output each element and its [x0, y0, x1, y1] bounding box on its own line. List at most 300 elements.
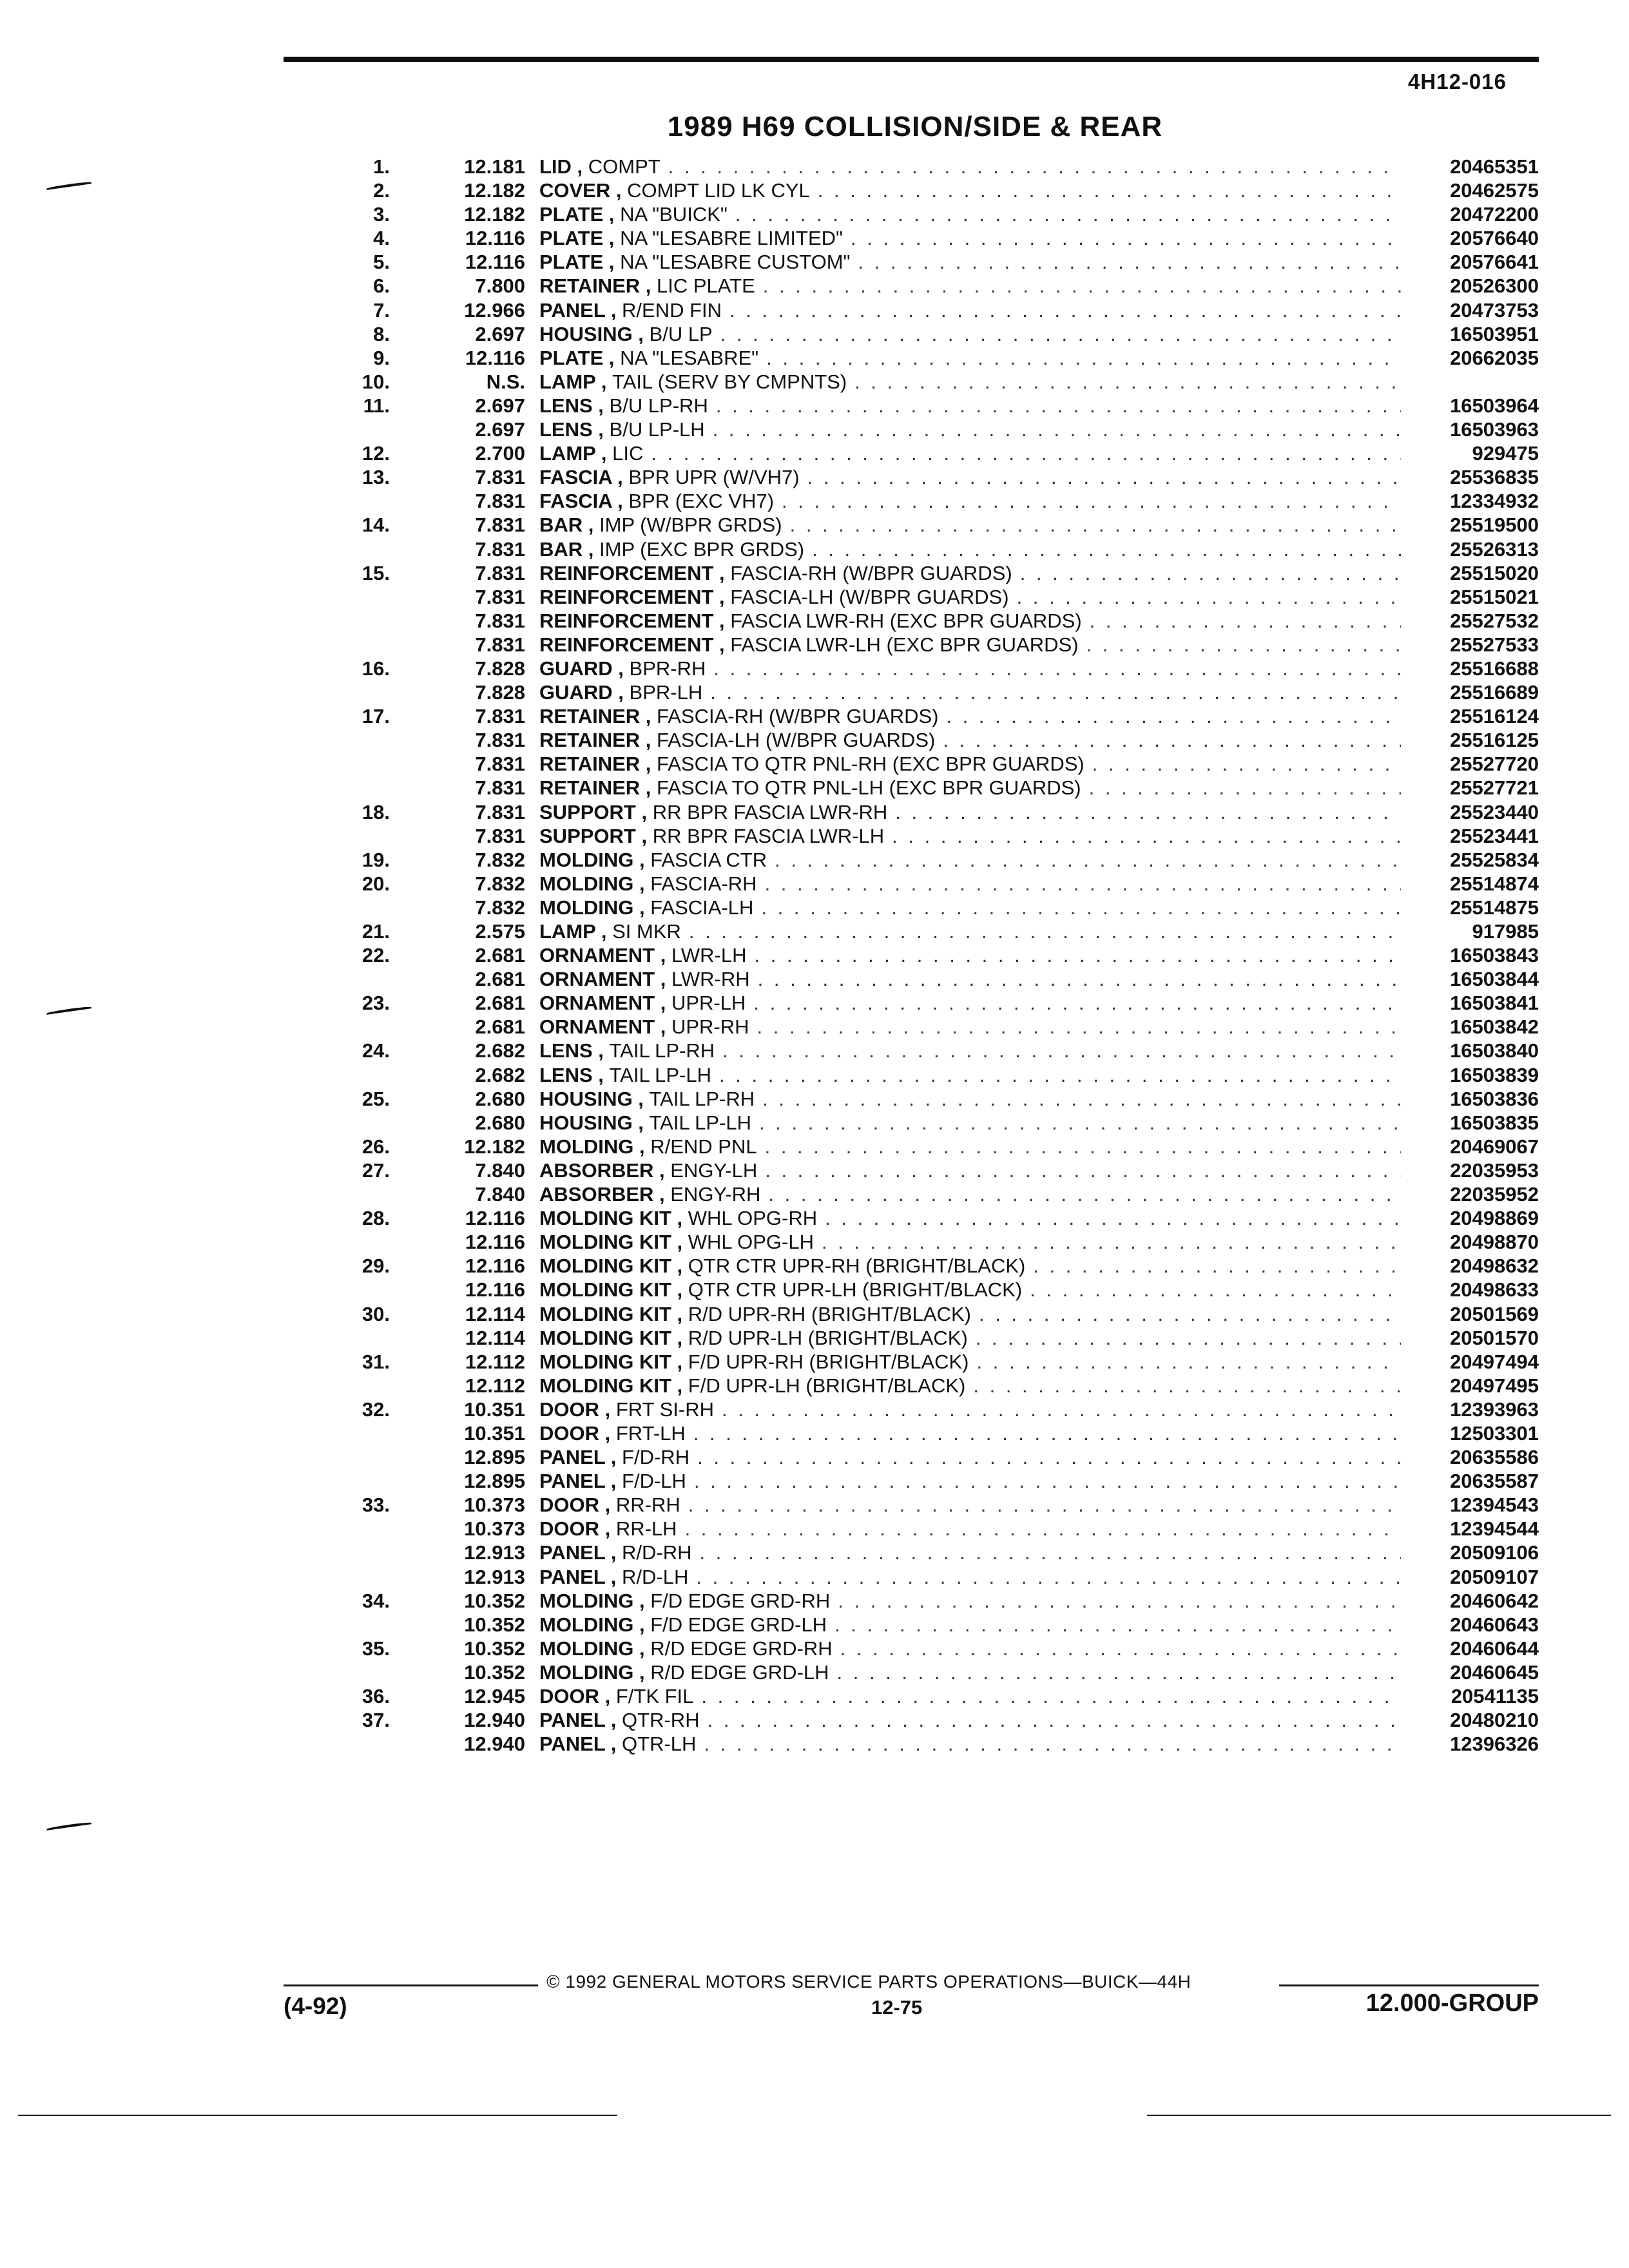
item-number: 20. — [361, 872, 390, 895]
dot-leader — [790, 513, 1401, 537]
separator: , — [603, 227, 621, 250]
description-text — [539, 1637, 833, 1660]
dot-leader — [976, 1326, 1401, 1350]
item-number: 1. — [373, 155, 390, 178]
part-row — [284, 776, 1539, 800]
part-row — [284, 537, 1539, 561]
description — [525, 1660, 1410, 1684]
description — [525, 1158, 1410, 1182]
separator: , — [603, 251, 621, 274]
separator: , — [713, 561, 731, 584]
part-number: 25514875 — [1450, 896, 1539, 919]
part-number: 20635587 — [1450, 1470, 1539, 1493]
group-number: 7.831 — [475, 466, 525, 489]
separator: , — [655, 1015, 671, 1039]
separator: , — [610, 179, 628, 202]
description-text — [539, 1421, 686, 1445]
description-text — [539, 1206, 817, 1230]
part-name: HOUSING — [539, 1111, 633, 1134]
group-number: 7.831 — [475, 800, 525, 823]
dot-leader — [755, 943, 1402, 967]
dot-leader — [782, 489, 1401, 513]
part-detail: LIC PLATE — [657, 274, 755, 298]
separator: , — [592, 1039, 610, 1062]
part-number: 25536835 — [1450, 466, 1539, 489]
part-number: 20498632 — [1450, 1254, 1539, 1278]
group-number: 12.116 — [465, 346, 525, 369]
item-number: 5. — [373, 251, 390, 274]
description-text — [539, 728, 935, 752]
description — [525, 1254, 1410, 1278]
dot-leader — [775, 848, 1401, 872]
separator: , — [632, 1087, 650, 1110]
part-row — [284, 1541, 1539, 1564]
part-row — [284, 657, 1539, 680]
part-name: GUARD — [539, 657, 613, 680]
description — [525, 1302, 1410, 1326]
top-rule — [284, 57, 1539, 62]
description — [525, 1684, 1410, 1708]
description — [525, 1421, 1410, 1445]
item-number: 30. — [361, 1302, 390, 1325]
group-number: 12.966 — [464, 298, 525, 322]
description — [525, 585, 1410, 609]
description-text — [539, 561, 1012, 585]
group-number: 2.680 — [475, 1087, 525, 1110]
part-name: MOLDING — [539, 848, 634, 871]
dot-leader — [895, 800, 1401, 824]
description-text — [539, 848, 767, 872]
part-detail: NA "LESABRE" — [620, 346, 759, 369]
separator: , — [671, 1350, 688, 1373]
description-text — [539, 418, 705, 441]
item-number: 8. — [373, 322, 390, 345]
description — [525, 346, 1410, 370]
part-detail: FRT SI-RH — [615, 1398, 714, 1421]
part-number: 25527532 — [1450, 609, 1539, 632]
description-text — [539, 633, 1079, 657]
margin-mark — [46, 1006, 92, 1015]
part-name: LAMP — [539, 370, 596, 393]
description — [525, 226, 1410, 250]
separator: , — [605, 1541, 622, 1564]
group-number: 10.351 — [464, 1421, 525, 1445]
part-row — [284, 346, 1539, 370]
separator: , — [592, 418, 610, 441]
description — [525, 991, 1410, 1015]
separator: , — [633, 1613, 651, 1636]
description-text — [539, 1445, 689, 1469]
group-number: 10.352 — [464, 1637, 525, 1660]
separator: , — [571, 155, 588, 178]
part-detail: R/END FIN — [622, 298, 722, 322]
part-name: MOLDING KIT — [539, 1231, 671, 1254]
part-detail: WHL OPG-LH — [688, 1231, 814, 1254]
part-detail: F/D UPR-LH (BRIGHT/BLACK) — [688, 1374, 966, 1397]
part-detail: IMP (W/BPR GRDS) — [599, 514, 782, 537]
part-detail: F/D-RH — [622, 1446, 690, 1469]
separator: , — [592, 394, 610, 417]
description-text — [539, 1398, 714, 1421]
separator: , — [653, 1158, 671, 1182]
dot-leader — [977, 1350, 1401, 1374]
group-number: 12.116 — [465, 1278, 525, 1302]
description-text — [539, 1278, 1022, 1302]
part-name: LAMP — [539, 442, 596, 465]
separator: , — [671, 1254, 688, 1278]
part-name: MOLDING — [539, 1613, 634, 1636]
part-row — [284, 800, 1539, 824]
item-number: 23. — [361, 992, 390, 1015]
separator: , — [713, 609, 731, 632]
dot-leader — [689, 919, 1401, 943]
description-text — [539, 1660, 829, 1684]
separator: , — [605, 1470, 622, 1493]
dot-leader — [729, 298, 1401, 322]
part-number: 12393963 — [1450, 1398, 1539, 1421]
separator: , — [603, 346, 621, 369]
part-number: 25527720 — [1450, 753, 1539, 776]
part-name: MOLDING KIT — [539, 1374, 671, 1397]
part-number: 16503836 — [1450, 1087, 1539, 1110]
part-row — [284, 1732, 1539, 1756]
separator: , — [671, 1207, 688, 1230]
part-name: LENS — [539, 1063, 593, 1086]
dot-leader — [973, 1374, 1401, 1398]
separator: , — [640, 729, 657, 752]
item-number: 16. — [361, 657, 390, 680]
group-number: 10.373 — [464, 1517, 525, 1541]
group-number: 12.112 — [465, 1374, 525, 1397]
part-number: 20509106 — [1450, 1541, 1539, 1564]
description-text — [539, 1230, 814, 1254]
group-number: 12.895 — [464, 1446, 525, 1469]
part-number: 16503963 — [1450, 418, 1539, 441]
item-number: 3. — [373, 203, 390, 226]
part-row — [284, 872, 1539, 896]
description — [525, 274, 1410, 298]
part-row — [284, 680, 1539, 704]
part-row — [284, 441, 1539, 465]
dot-leader — [757, 1015, 1401, 1039]
description-text — [539, 1254, 1025, 1278]
part-number: 25527721 — [1450, 776, 1539, 800]
dot-leader — [979, 1302, 1401, 1326]
group-number: 12.940 — [464, 1709, 525, 1732]
part-number: 12394543 — [1450, 1494, 1539, 1517]
item-number: 22. — [361, 944, 390, 967]
part-number: 20460643 — [1450, 1613, 1539, 1636]
description-text — [539, 250, 851, 274]
group-number: 10.352 — [464, 1613, 525, 1636]
part-row — [284, 1350, 1539, 1374]
description-text — [539, 274, 755, 298]
description-text — [539, 1565, 688, 1589]
part-row — [284, 274, 1539, 298]
separator: , — [605, 1709, 622, 1732]
dot-leader — [807, 465, 1401, 489]
separator: , — [583, 514, 600, 537]
part-row — [284, 1421, 1539, 1445]
description — [525, 418, 1410, 441]
part-number: 20501570 — [1450, 1326, 1539, 1349]
part-detail: FASCIA CTR — [650, 848, 767, 871]
dot-leader — [762, 1087, 1401, 1111]
item-number: 4. — [373, 227, 390, 250]
description-text — [539, 1111, 751, 1135]
part-detail: FASCIA LWR-RH (EXC BPR GUARDS) — [730, 609, 1082, 632]
part-detail: BPR-RH — [629, 657, 706, 680]
part-detail: R/END PNL — [650, 1135, 757, 1158]
dot-leader — [688, 1493, 1401, 1517]
part-detail: B/U LP-LH — [609, 418, 705, 441]
group-number: 7.831 — [475, 490, 525, 513]
separator: , — [612, 490, 629, 513]
description — [525, 872, 1410, 896]
group-number: 7.831 — [475, 537, 525, 561]
part-name: MOLDING — [539, 872, 634, 895]
item-number: 35. — [361, 1637, 390, 1660]
part-detail: BPR (EXC VH7) — [628, 490, 775, 513]
part-name: RETAINER — [539, 705, 641, 728]
part-number: 25516125 — [1450, 729, 1539, 752]
part-row — [284, 418, 1539, 441]
dot-leader — [710, 680, 1401, 704]
part-number: 929475 — [1472, 442, 1539, 465]
dot-leader — [701, 1684, 1401, 1708]
group-number: 7.831 — [475, 753, 525, 776]
part-name: HOUSING — [539, 322, 633, 345]
part-number: 12503301 — [1450, 1421, 1539, 1445]
part-name: DOOR — [539, 1398, 599, 1421]
part-number: 20472200 — [1450, 203, 1539, 226]
description — [525, 1039, 1410, 1062]
description-text — [539, 1469, 686, 1493]
group-number: 7.831 — [475, 514, 525, 537]
description — [525, 202, 1410, 226]
part-detail: ENGY-LH — [670, 1158, 758, 1182]
description-text — [539, 776, 1081, 800]
group-number: 2.682 — [475, 1063, 525, 1086]
dot-leader — [708, 1708, 1401, 1732]
dot-leader — [946, 704, 1401, 728]
part-name: HOUSING — [539, 1087, 633, 1110]
part-row — [284, 1230, 1539, 1254]
part-name: LENS — [539, 1039, 593, 1062]
separator: , — [612, 681, 630, 704]
group-number: 12.940 — [464, 1733, 525, 1756]
description-text — [539, 896, 753, 919]
description-text — [539, 465, 800, 489]
part-row — [284, 991, 1539, 1015]
part-number: 25525834 — [1450, 848, 1539, 871]
dot-leader — [700, 1541, 1401, 1564]
part-number: 25515021 — [1450, 585, 1539, 608]
part-number: 20501569 — [1450, 1302, 1539, 1325]
separator: , — [599, 1685, 616, 1707]
part-detail: B/U LP-RH — [609, 394, 708, 417]
part-name: SUPPORT — [539, 824, 636, 847]
part-number: 22035953 — [1450, 1158, 1539, 1182]
part-detail: F/D UPR-RH (BRIGHT/BLACK) — [688, 1350, 969, 1373]
part-detail: FASCIA-LH (W/BPR GUARDS) — [730, 585, 1009, 608]
item-number: 18. — [361, 800, 390, 823]
item-number: 17. — [361, 705, 390, 728]
dot-leader — [697, 1445, 1401, 1469]
separator: , — [632, 1111, 650, 1134]
item-number: 7. — [373, 298, 390, 322]
description — [525, 155, 1410, 178]
part-number: 25515020 — [1450, 561, 1539, 584]
group-number: 2.681 — [475, 992, 525, 1015]
group-number: 7.831 — [475, 776, 525, 800]
description-text — [539, 800, 887, 824]
item-number: 9. — [373, 346, 390, 369]
part-name: MOLDING KIT — [539, 1254, 671, 1278]
part-number: 20473753 — [1450, 298, 1539, 322]
description — [525, 704, 1410, 728]
group-number: 2.575 — [475, 920, 525, 943]
description — [525, 441, 1410, 465]
part-number: 20662035 — [1450, 346, 1539, 369]
group-number: 2.680 — [475, 1111, 525, 1134]
dot-leader — [694, 1469, 1401, 1493]
part-detail: NA "LESABRE LIMITED" — [620, 227, 843, 250]
part-row — [284, 155, 1539, 178]
part-row — [284, 370, 1539, 394]
part-row — [284, 1613, 1539, 1637]
part-name: MOLDING — [539, 1660, 634, 1684]
dot-leader — [763, 274, 1401, 298]
dot-leader — [765, 872, 1401, 896]
group-number: 12.895 — [464, 1470, 525, 1493]
description-text — [539, 1374, 965, 1398]
separator: , — [632, 322, 650, 345]
description — [525, 824, 1410, 848]
part-detail: TAIL LP-RH — [609, 1039, 715, 1062]
item-number: 2. — [373, 179, 390, 202]
description-text — [539, 1302, 971, 1326]
separator: , — [592, 1063, 610, 1086]
description — [525, 298, 1410, 322]
description — [525, 1541, 1410, 1564]
dot-leader — [722, 1398, 1401, 1421]
dot-leader — [822, 1230, 1401, 1254]
part-row — [284, 513, 1539, 537]
part-row — [284, 1039, 1539, 1062]
description — [525, 1206, 1410, 1230]
description-text — [539, 346, 758, 370]
description-text — [539, 1517, 677, 1541]
part-detail: FRT-LH — [615, 1421, 686, 1445]
description-text — [539, 1158, 757, 1182]
part-detail: F/D EDGE GRD-RH — [650, 1589, 831, 1612]
item-number: 24. — [361, 1039, 390, 1062]
part-name: RETAINER — [539, 729, 641, 752]
description — [525, 800, 1410, 824]
description — [525, 370, 1410, 394]
footer-group-label: 12.000-GROUP — [1365, 1990, 1539, 2017]
group-number: 2.682 — [475, 1039, 525, 1062]
item-number: 14. — [361, 514, 390, 537]
group-number: 7.828 — [475, 681, 525, 704]
part-detail: UPR-RH — [671, 1015, 749, 1039]
dot-leader — [834, 1613, 1401, 1637]
part-detail: SI MKR — [612, 920, 681, 943]
group-number: 2.700 — [475, 442, 525, 465]
separator: , — [599, 1421, 616, 1445]
part-number: 12394544 — [1450, 1517, 1539, 1541]
footer-rule-left — [284, 1984, 538, 1986]
group-number: 12.913 — [464, 1565, 525, 1588]
part-name: MOLDING KIT — [539, 1302, 671, 1325]
part-number: 20498870 — [1450, 1231, 1539, 1254]
separator: , — [671, 1374, 688, 1397]
description-text — [539, 1015, 749, 1039]
part-detail: COMPT LID LK CYL — [627, 179, 810, 202]
separator: , — [595, 442, 613, 465]
group-number: 7.831 — [475, 824, 525, 847]
part-number: 22035952 — [1450, 1183, 1539, 1206]
parts-list — [284, 155, 1539, 1756]
part-detail: NA "BUICK" — [620, 203, 728, 226]
part-number: 12396326 — [1450, 1733, 1539, 1756]
description — [525, 1469, 1410, 1493]
part-row — [284, 943, 1539, 967]
part-detail: UPR-LH — [671, 992, 746, 1015]
description-text — [539, 394, 708, 418]
dot-leader — [1090, 609, 1401, 633]
dot-leader — [753, 991, 1401, 1015]
description-text — [539, 178, 810, 202]
description-text — [539, 1613, 827, 1637]
part-detail: FASCIA-RH (W/BPR GUARDS) — [730, 561, 1012, 584]
part-number: 25523441 — [1450, 824, 1539, 847]
part-name: BAR — [539, 514, 583, 537]
bottom-rule-right — [1147, 2115, 1611, 2116]
part-name: RETAINER — [539, 753, 641, 776]
dot-leader — [818, 178, 1401, 202]
part-detail: NA "LESABRE CUSTOM" — [620, 251, 851, 274]
part-name: ABSORBER — [539, 1158, 654, 1182]
separator: , — [653, 1183, 671, 1206]
part-name: ORNAMENT — [539, 1015, 655, 1039]
description-text — [539, 609, 1082, 633]
item-number: 28. — [361, 1207, 390, 1230]
dot-leader — [1092, 752, 1401, 776]
description — [525, 1063, 1410, 1087]
description — [525, 1015, 1410, 1039]
group-number: 12.116 — [465, 227, 525, 250]
part-name: MOLDING — [539, 896, 634, 919]
description — [525, 1374, 1410, 1398]
part-row — [284, 298, 1539, 322]
part-name: LENS — [539, 418, 593, 441]
description-text — [539, 872, 757, 896]
part-name: MOLDING — [539, 1637, 634, 1660]
description — [525, 250, 1410, 274]
description — [525, 680, 1410, 704]
description-text — [539, 202, 728, 226]
item-number: 21. — [361, 920, 390, 943]
separator: , — [599, 1398, 616, 1421]
part-name: BAR — [539, 537, 583, 561]
separator: , — [595, 370, 613, 393]
part-row — [284, 1326, 1539, 1350]
item-number: 31. — [361, 1350, 390, 1373]
dot-leader — [651, 441, 1401, 465]
separator: , — [605, 1565, 622, 1588]
